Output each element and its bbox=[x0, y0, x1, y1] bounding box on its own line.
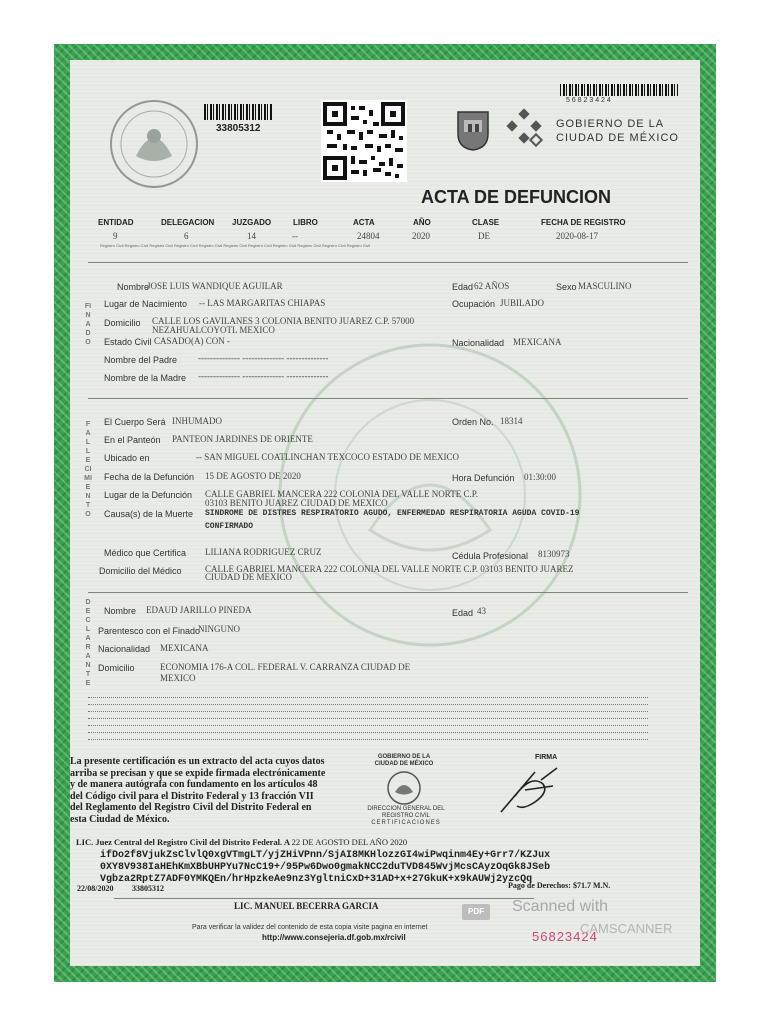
value-domicilio-medico-2: CIUDAD DE MEXICO bbox=[205, 572, 292, 582]
value-lugar-defuncion-2: 03103 BENITO JUAREZ CIUDAD DE MEXICO bbox=[205, 498, 388, 508]
value-ubicado: -- SAN MIGUEL COATLINCHAN TEXCOCO ESTADO DE MEXICO bbox=[196, 452, 460, 462]
certification-text bbox=[70, 756, 362, 825]
value-cedula: 8130973 bbox=[538, 549, 570, 559]
label-domicilio-medico: Domicilio del Médico bbox=[99, 566, 182, 576]
label-panteon: En el Panteón bbox=[104, 435, 161, 445]
value-fecha-defuncion: 15 DE AGOSTO DE 2020 bbox=[205, 471, 301, 481]
label-nacionalidad-declarante: Nacionalidad bbox=[98, 644, 151, 654]
footer-date: 22/08/2020 bbox=[77, 884, 114, 893]
label-sexo: Sexo bbox=[556, 282, 577, 292]
registry-header-delegacion: DELEGACION bbox=[161, 218, 215, 227]
value-causa-muerte-1: SINDROME DE DISTRES RESPIRATORIO AGUDO, ENFERMEDAD RESPIRATORIA AGUDA COVID-19 bbox=[205, 509, 580, 518]
digital-signature-line1: ifDo2f8VjukZsClvlQ0xgVTmgLT/yjZHiVPnn/SjAI8MKHlozzGI4wiPwqinm4Ey+Grr7/KZJux bbox=[100, 850, 551, 861]
value-hora-defuncion: 01:30:00 bbox=[524, 472, 557, 482]
certification-line: esta Ciudad de México. bbox=[70, 813, 170, 825]
barcode-right bbox=[560, 84, 678, 96]
verify-text: Para verificar la validez del contenido de esta copia visite pagina en internet bbox=[192, 924, 428, 931]
value-lugar-nacimiento: -- LAS MARGARITAS CHIAPAS bbox=[199, 298, 326, 308]
value-edad-finado: 62 AÑOS bbox=[474, 281, 510, 291]
seal-bottom-line1: DIRECCION GENERAL DEL bbox=[367, 806, 445, 812]
folio-stamp: 56823424 bbox=[532, 929, 598, 944]
label-nacionalidad-finado: Nacionalidad bbox=[452, 338, 505, 348]
registry-header-anio: AÑO bbox=[413, 218, 431, 227]
value-domicilio-medico-1: CALLE GABRIEL MANCERA 222 COLONIA DEL VALLE NORTE C.P. 03103 BENITO JUAREZ bbox=[205, 564, 574, 574]
side-label-fallecimiento: FALLECIMIENTO bbox=[84, 421, 92, 518]
registro-civil-seal-icon bbox=[386, 770, 422, 806]
value-nombre-madre: -------------- -------------- -------------- bbox=[198, 371, 329, 381]
value-nombre-padre: -------------- -------------- -------------- bbox=[198, 353, 329, 363]
seal-bottom-line3: CERTIFICACIONES bbox=[371, 820, 441, 826]
value-sexo: MASCULINO bbox=[578, 281, 632, 291]
value-nombre-finado: JOSE LUIS WANDIQUE AGUILAR bbox=[147, 281, 283, 291]
label-causa-muerte: Causa(s) de la Muerte bbox=[104, 509, 194, 519]
label-nombre-declarante: Nombre bbox=[104, 606, 137, 616]
annotation-line bbox=[88, 732, 648, 733]
seal-bottom-line2: REGISTRO CIVIL bbox=[381, 813, 430, 819]
seal-top-line2: CIUDAD DE MÉXICO bbox=[374, 761, 434, 767]
value-nombre-declarante: EDAUD JARILLO PINEDA bbox=[146, 605, 252, 615]
label-hora-defuncion: Hora Defunción bbox=[452, 473, 515, 483]
digital-signature-line3: Vgbza2RptZ7ADF0YMKQEn/hrHpzkeAe9nz3YgltniCxD+31AD+x+27GkuK+x9kAUWj2yzcQq bbox=[100, 874, 533, 885]
label-parentesco: Parentesco con el Finado bbox=[98, 626, 201, 636]
label-ocupacion: Ocupación bbox=[452, 299, 496, 309]
label-lugar-defuncion: Lugar de la Defunción bbox=[104, 490, 193, 500]
value-estado-civil: CASADO(A) CON - bbox=[154, 336, 230, 346]
label-domicilio-finado: Domicilio bbox=[104, 318, 141, 328]
label-cuerpo: El Cuerpo Será bbox=[104, 417, 166, 427]
registry-value-clase: DE bbox=[478, 231, 490, 241]
seal-footer bbox=[366, 806, 446, 827]
scanner-pdf-icon: PDF bbox=[462, 904, 490, 920]
mexico-eagle-seal bbox=[108, 98, 200, 190]
label-domicilio-declarante: Domicilio bbox=[98, 663, 135, 673]
registry-header-libro: LIBRO bbox=[293, 218, 318, 227]
registry-header-fecha: FECHA DE REGISTRO bbox=[541, 218, 626, 227]
value-parentesco: NINGUNO bbox=[198, 624, 240, 634]
divider-top bbox=[88, 262, 688, 263]
registry-value-delegacion: 6 bbox=[184, 231, 189, 241]
side-label-declarante: DECLARANTE bbox=[85, 599, 91, 687]
registry-header-juzgado: JUZGADO bbox=[232, 218, 272, 227]
firmante-line bbox=[114, 898, 534, 899]
juez-line bbox=[76, 837, 407, 847]
value-causa-muerte-2: CONFIRMADO bbox=[205, 522, 254, 531]
annotation-line bbox=[88, 718, 648, 719]
firmante-name: LIC. MANUEL BECERRA GARCIA bbox=[234, 901, 379, 911]
certification-line: arriba se precisan y que se expide firmada electrónicamente bbox=[70, 767, 326, 779]
barcode-left bbox=[204, 104, 272, 120]
gov-name-line2: CIUDAD DE MÉXICO bbox=[556, 132, 679, 144]
pago-derechos: Pago de Derechos: $71.7 M.N. bbox=[508, 881, 611, 890]
certification-line: La presente certificación es un extracto del acta cuyos datos bbox=[70, 756, 325, 767]
label-estado-civil: Estado Civil bbox=[104, 337, 152, 347]
label-nombre-padre: Nombre del Padre bbox=[104, 355, 178, 365]
signature bbox=[495, 762, 565, 822]
registry-value-juzgado: 14 bbox=[247, 231, 256, 241]
label-edad-declarante: Edad bbox=[452, 608, 474, 618]
cdmx-logo-icon bbox=[506, 108, 550, 152]
label-edad-finado: Edad bbox=[452, 282, 474, 292]
registry-value-fecha: 2020-08-17 bbox=[556, 231, 598, 241]
side-label-finado: FINADO bbox=[84, 303, 92, 346]
certification-line: y de manera autógrafa con fundamento en los artículos 48 bbox=[70, 779, 318, 790]
cdmx-shield-icon bbox=[456, 110, 490, 152]
value-domicilio-finado: CALLE LOS GAVILANES 3 COLONIA BENITO JUAREZ C.P. 57000 NEZAHUALCOYOTL MEXICO bbox=[152, 316, 415, 335]
verify-url[interactable]: http://www.consejeria.df.gob.mx/rcivil bbox=[262, 933, 406, 942]
value-domicilio-declarante-2: MEXICO bbox=[160, 673, 196, 683]
gov-name-line1: GOBIERNO DE LA bbox=[556, 118, 665, 130]
certification-line: del Reglamento del Registro Civil del Distrito Federal en bbox=[70, 802, 312, 813]
value-panteon: PANTEON JARDINES DE ORIENTE bbox=[172, 434, 313, 444]
barcode-left-number: 33805312 bbox=[216, 123, 261, 134]
annotation-line bbox=[88, 697, 648, 698]
value-edad-declarante: 43 bbox=[477, 606, 486, 616]
annotation-line bbox=[88, 739, 648, 740]
annotation-line bbox=[88, 725, 648, 726]
barcode-right-number: 5 6 8 2 3 4 2 4 bbox=[566, 97, 611, 104]
juez-date: 22 DE AGOSTO DEL AÑO 2020 bbox=[291, 837, 408, 847]
label-fecha-defuncion: Fecha de la Defunción bbox=[104, 472, 195, 482]
registry-value-acta: 24804 bbox=[357, 231, 380, 241]
label-lugar-nacimiento: Lugar de Nacimiento bbox=[104, 299, 188, 309]
value-ocupacion: JUBILADO bbox=[500, 298, 544, 308]
document-title: ACTA DE DEFUNCION bbox=[421, 187, 611, 207]
scanner-label: Scanned with bbox=[512, 898, 609, 915]
digital-signature-line2: 0XY8V938IaHEhKmXBbUHPYu7NcC19+/95Pw6Dwo0gmakNCC2duTVD845WvjMcsCAyzOqGk8JSeb bbox=[100, 862, 551, 873]
juez-prefix: LIC. Juez Central del Registro Civil del Distrito Federal. A bbox=[76, 837, 290, 847]
seal-top-line1: GOBIERNO DE LA bbox=[377, 754, 431, 760]
registry-header-acta: ACTA bbox=[353, 218, 375, 227]
registry-header-clase: CLASE bbox=[472, 218, 500, 227]
label-cedula: Cédula Profesional bbox=[452, 551, 529, 561]
registry-value-entidad: 9 bbox=[113, 231, 118, 241]
value-orden: 18314 bbox=[500, 416, 523, 426]
registry-value-libro: -- bbox=[292, 231, 298, 241]
value-cuerpo: INHUMADO bbox=[172, 416, 222, 426]
label-nombre-finado: Nombre bbox=[117, 282, 150, 292]
label-orden: Orden No. bbox=[452, 417, 494, 427]
seal-header bbox=[364, 754, 444, 768]
value-lugar-defuncion-1: CALLE GABRIEL MANCERA 222 COLONIA DEL VALLE NORTE C.P. bbox=[205, 489, 478, 499]
registry-header-entidad: ENTIDAD bbox=[98, 218, 134, 227]
value-nacionalidad-declarante: MEXICANA bbox=[160, 643, 209, 653]
annotation-line bbox=[88, 711, 648, 712]
value-nacionalidad-finado: MEXICANA bbox=[513, 337, 562, 347]
certification-line: del Código civil para el Distrito Federal y 13 fracción VII bbox=[70, 790, 314, 802]
registry-value-anio: 2020 bbox=[412, 231, 430, 241]
label-medico: Médico que Certifica bbox=[104, 548, 187, 558]
qr-code bbox=[321, 100, 407, 182]
label-nombre-madre: Nombre de la Madre bbox=[104, 373, 187, 383]
annotation-line bbox=[88, 704, 648, 705]
value-domicilio-declarante-1: ECONOMIA 176-A COL. FEDERAL V. CARRANZA CIUDAD DE bbox=[160, 662, 411, 672]
registry-microtext: Registro Civil Registro Civil Registro Civil Registro Civil Registro Civil Registro Civil Registro Civil Registro Civil Registro Civil Registro Civil Registro Civil bbox=[100, 243, 371, 248]
divider-finado bbox=[88, 398, 688, 399]
scanner-app-name: CAMSCANNER bbox=[580, 921, 673, 936]
value-medico: LILIANA RODRIGUEZ CRUZ bbox=[205, 547, 322, 557]
divider-fallecimiento bbox=[88, 592, 688, 593]
firma-label: FIRMA bbox=[535, 754, 558, 761]
footer-number: 33805312 bbox=[132, 884, 164, 893]
label-ubicado: Ubicado en bbox=[104, 453, 150, 463]
